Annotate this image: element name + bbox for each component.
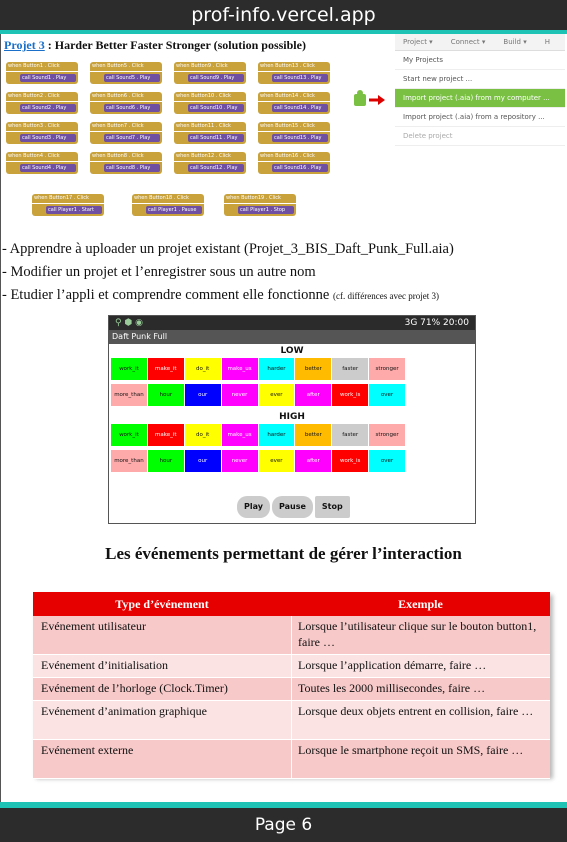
code-block[interactable] [90,152,162,175]
block-call: call Sound8 . Play [104,164,160,172]
menu-item-delete[interactable]: Delete project [395,127,565,146]
block-call: call Sound12 . Play [188,164,244,172]
sound-button[interactable]: work_it [111,424,147,446]
block-do [224,204,296,216]
bullet-list [2,238,454,308]
sound-button[interactable]: make_us [222,358,258,380]
block-call: call Sound11 . Play [188,134,244,142]
block-call: call Sound14 . Play [272,104,328,112]
sound-button[interactable]: make_it [148,358,184,380]
player-buttons [237,496,352,518]
android-arrow-icon [354,90,386,110]
block-do [90,162,162,174]
menu-item-import-repo[interactable]: Import project (.aia) from a repository ... [395,108,565,127]
block-call: call Sound9 . Play [188,74,244,82]
block-call: call Sound2 . Play [20,104,76,112]
project-link[interactable]: Projet 3 [4,38,45,52]
block-when: when Button2 . Click [6,92,78,101]
block-when: when Button16 . Click [258,152,330,161]
event-type-cell: Evénement de l’horloge (Clock.Timer) [33,678,291,700]
code-block[interactable] [174,62,246,85]
button-row [111,384,406,406]
sound-button[interactable]: make_it [148,424,184,446]
block-when: when Button13 . Click [258,62,330,71]
table-body [33,616,550,779]
sound-button[interactable]: after [295,450,331,472]
table-header [33,592,550,616]
sound-button[interactable]: do_it [185,358,221,380]
sound-button[interactable]: stronger [369,424,405,446]
block-call: call Sound10 . Play [188,104,244,112]
event-type-cell: Evénement d’initialisation [33,655,291,677]
app-inventor-blocks [6,62,341,222]
block-call: call Sound5 . Play [104,74,160,82]
code-block[interactable] [258,62,330,85]
block-when: when Button1 . Click [6,62,78,71]
block-do [6,72,78,84]
block-do [132,204,204,216]
block-call: call Player1 . Stop [238,206,294,214]
code-block[interactable] [258,122,330,145]
sound-button[interactable]: do_it [185,424,221,446]
sound-button[interactable]: faster [332,424,368,446]
sound-button[interactable]: work_is [332,450,368,472]
block-do [6,102,78,114]
code-block[interactable] [258,92,330,115]
bullet-3 [2,284,454,308]
event-example-cell: Lorsque l’application démarre, faire … [291,655,550,677]
block-do [90,72,162,84]
block-when: when Button10 . Click [174,92,246,101]
code-block[interactable] [132,194,204,217]
event-type-cell: Evénement externe [33,740,291,778]
sound-button[interactable]: make_us [222,424,258,446]
block-when: when Button14 . Click [258,92,330,101]
block-call: call Sound15 . Play [272,134,328,142]
block-when: when Button7 . Click [90,122,162,131]
menu-connect[interactable]: Connect ▾ [450,38,486,46]
sound-button[interactable]: over [369,450,405,472]
event-example-cell: Toutes les 2000 millisecondes, faire … [291,678,550,700]
bullet-2: - Modifier un projet et l’enregistrer sous un autre nom [2,264,316,280]
code-block[interactable] [32,194,104,217]
event-example-cell: Lorsque deux objets entrent en collision, faire … [291,701,550,739]
block-do [90,132,162,144]
table-row [33,678,550,701]
block-when: when Button3 . Click [6,122,78,131]
sound-button[interactable]: more_than [111,384,147,406]
high-grid [111,424,406,472]
project-heading [4,38,306,53]
block-do [174,162,246,174]
block-when: when Button17 . Click [32,194,104,203]
block-do [258,102,330,114]
project-menu [395,34,565,154]
site-title: prof-info.vercel.app [191,4,376,26]
bullet-1: - Apprendre à uploader un projet existant (Projet_3_BIS_Daft_Punk_Full.aia) [2,241,454,257]
menu-item-start-new[interactable]: Start new project ... [395,70,565,89]
sound-button[interactable]: work_is [332,384,368,406]
sound-button[interactable]: ever [259,450,295,472]
block-call: call Player1 . Pause [146,206,202,214]
code-block[interactable] [90,92,162,115]
sound-button[interactable]: stronger [369,358,405,380]
event-type-cell: Evénement d’animation graphique [33,701,291,739]
sound-button[interactable]: work_it [111,358,147,380]
sound-button[interactable]: better [295,358,331,380]
low-label: LOW [280,346,304,356]
sound-button[interactable]: hour [148,450,184,472]
block-call: call Sound7 . Play [104,134,160,142]
code-block[interactable] [6,92,78,115]
menu-item-my-projects[interactable]: My Projects [395,51,565,70]
block-call: call Sound3 . Play [20,134,76,142]
sound-button[interactable]: faster [332,358,368,380]
block-call: call Sound6 . Play [104,104,160,112]
button-row [111,358,406,380]
sound-button[interactable]: after [295,384,331,406]
sound-button[interactable]: hour [148,384,184,406]
block-do [32,204,104,216]
block-do [258,72,330,84]
play-button[interactable]: Play [237,496,270,518]
button-row [111,450,406,472]
code-block[interactable] [258,152,330,175]
block-when: when Button6 . Click [90,92,162,101]
code-block[interactable] [6,122,78,145]
menu-item-import-computer[interactable]: Import project (.aia) from my computer ... [395,89,565,108]
code-block[interactable] [224,194,296,217]
sound-button[interactable]: over [369,384,405,406]
app-title: Daft Punk Full [109,330,475,344]
block-when: when Button4 . Click [6,152,78,161]
block-do [258,162,330,174]
block-call: call Player1 . Start [46,206,102,214]
page-header [0,0,567,34]
bullet-3-text: - Etudier l’appli et comprendre comment elle fonctionne [2,287,333,303]
page-number: Page 6 [254,815,313,835]
code-block[interactable] [90,62,162,85]
block-do [174,132,246,144]
status-right: 3G 71% 20:00 [404,318,469,328]
bullet-3-note: (cf. différences avec projet 3) [332,291,439,301]
header-type: Type d’événement [115,597,209,611]
project-heading-text: : Harder Better Faster Stronger (solution possible) [44,38,306,52]
sound-button[interactable]: harder [259,358,295,380]
phone-screenshot [108,315,476,524]
code-block[interactable] [174,152,246,175]
code-block[interactable] [6,62,78,85]
menu-build[interactable]: Build ▾ [503,38,527,46]
code-block[interactable] [174,122,246,145]
events-table [33,592,550,776]
menu-project[interactable]: Project ▾ [403,38,433,46]
block-when: when Button8 . Click [90,152,162,161]
block-do [174,102,246,114]
block-call: call Sound16 . Play [272,164,328,172]
block-do [6,132,78,144]
block-call: call Sound13 . Play [272,74,328,82]
menu-bar [395,34,565,51]
sound-button[interactable]: more_than [111,450,147,472]
block-do [90,102,162,114]
code-block[interactable] [6,152,78,175]
block-do [258,132,330,144]
table-row [33,616,550,655]
block-when: when Button11 . Click [174,122,246,131]
table-row [33,655,550,678]
button-row [111,424,406,446]
sound-button[interactable]: ever [259,384,295,406]
menu-help[interactable]: H [544,38,550,46]
sound-button[interactable]: better [295,424,331,446]
table-row [33,701,550,740]
section-title: Les événements permettant de gérer l’interaction [105,544,462,563]
block-when: when Button18 . Click [132,194,204,203]
code-block[interactable] [174,92,246,115]
block-when: when Button12 . Click [174,152,246,161]
sound-button[interactable]: never [222,450,258,472]
table-row [33,740,550,779]
block-call: call Sound4 . Play [20,164,76,172]
block-when: when Button5 . Click [90,62,162,71]
sound-button[interactable]: our [185,384,221,406]
low-grid [111,358,406,406]
event-example-cell: Lorsque l’utilisateur clique sur le bouton button1, faire … [291,616,550,654]
block-when: when Button9 . Click [174,62,246,71]
stop-button[interactable]: Stop [315,496,350,518]
block-when: when Button19 . Click [224,194,296,203]
block-do [6,162,78,174]
high-label: HIGH [279,412,305,422]
block-when: when Button15 . Click [258,122,330,131]
block-do [174,72,246,84]
usb-icon: ⚲ ⬢ ◉ [115,318,144,328]
pause-button[interactable]: Pause [272,496,313,518]
page-footer [0,802,567,842]
sound-button[interactable]: our [185,450,221,472]
event-example-cell: Lorsque le smartphone reçoit un SMS, faire … [291,740,550,778]
sound-button[interactable]: never [222,384,258,406]
sound-button[interactable]: harder [259,424,295,446]
event-type-cell: Evénement utilisateur [33,616,291,654]
header-example: Exemple [398,597,443,611]
code-block[interactable] [90,122,162,145]
block-call: call Sound1 . Play [20,74,76,82]
status-bar [109,316,475,330]
